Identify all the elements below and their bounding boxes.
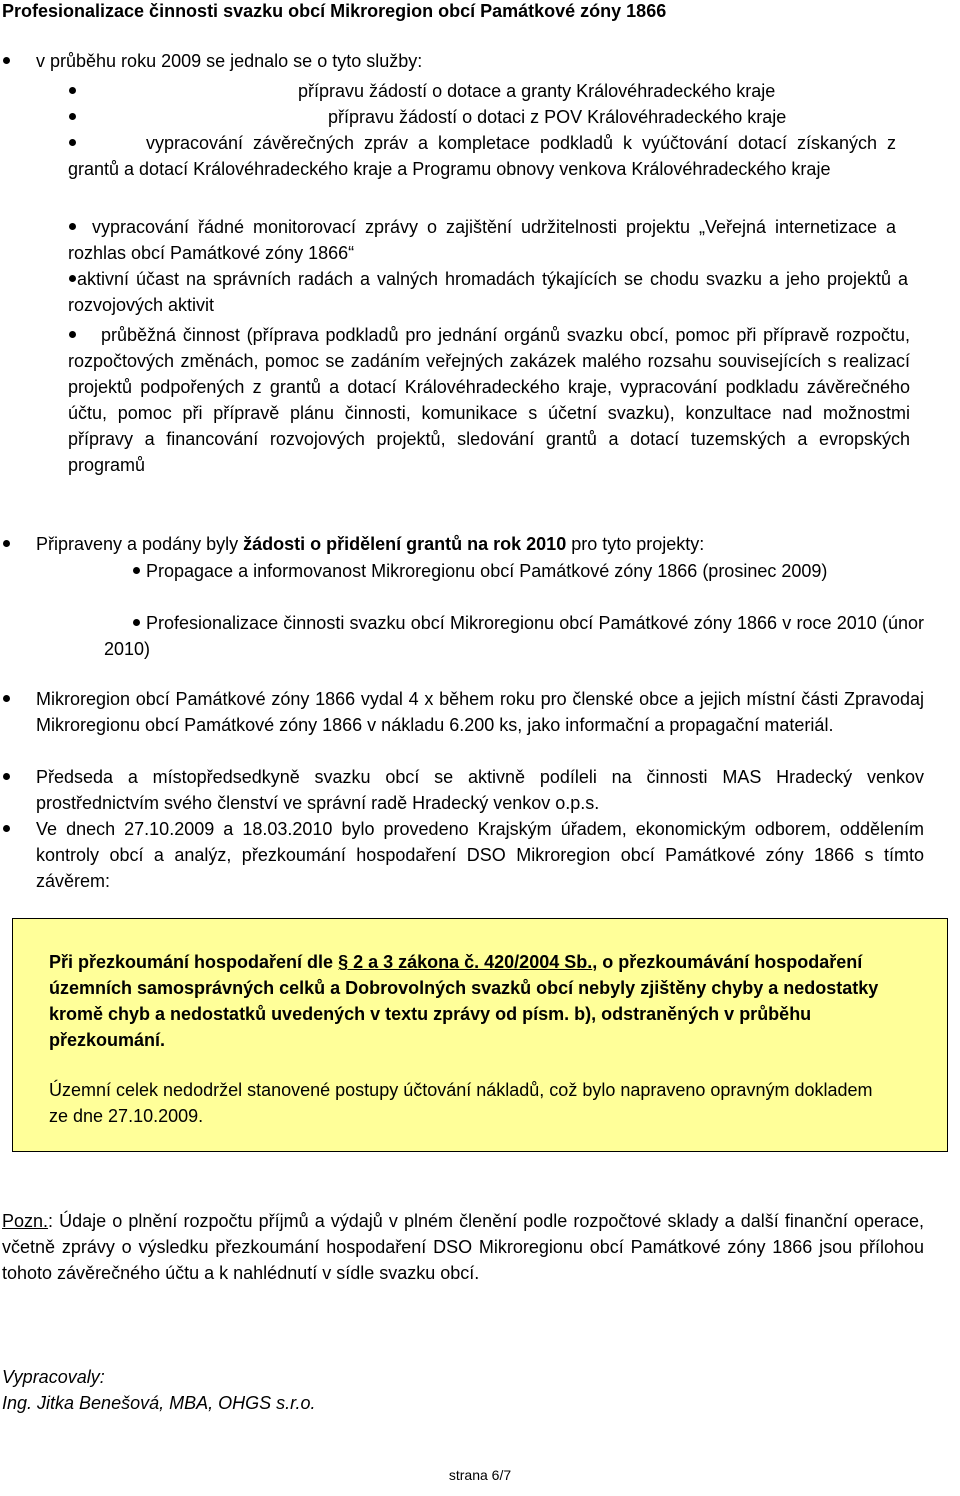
service-item: přípravu žádostí o dotace a granty Královéhradeckého kraje	[298, 81, 776, 101]
service-item: vypracování závěrečných zpráv a kompletace podkladů k vyúčtování dotací získaných z grantů a dotací Královéhradeckého kraje a Programu obnovy venkova Královéhradeckého kraje	[68, 133, 896, 179]
conclusion-box	[12, 918, 948, 1152]
conclusion-bold: Při přezkoumání hospodaření dle § 2 a 3 zákona č. 420/2004 Sb., o přezkoumávání hospodaření územních samosprávných celků a Dobrovolných svazků obcí nebyly zjištěny chyby a nedostatky kromě chyb a nedostatků uvedených v textu zprávy od písm. b), odstraněných v průběhu přezkoumání.	[49, 952, 879, 1050]
news-item: Mikroregion obcí Památkové zóny 1866 vydal 4 x během roku pro členské obce a jejich místní části Zpravodaj Mikroregionu obcí Památkové zóny 1866 v nákladu 6.200 ks, jako informační a propagační materiál.	[36, 689, 924, 735]
news-item: Ve dnech 27.10.2009 a 18.03.2010 bylo provedeno Krajským úřadem, ekonomickým odborem, oddělením kontroly obcí a analýz, přezkoumání hospodaření DSO Mikroregion obcí Památkové zóny 1866 s tímto závěrem:	[36, 819, 924, 891]
service-item: průběžná činnost (příprava podkladů pro jednání orgánů svazku obcí, pomoc při přípravě rozpočtu, rozpočtových změnách, pomoc se zadáním veřejných zakázek malého rozsahu souvisejících s realizací projektů podpořených z grantů a dotací Královéhradeckého kraje, vypracování podkladu závěrečného účtu, pomoc při přípravě plánu činnosti, komunikace s účetní svazku), konzultace nad možnostmi přípravy a financování rozvojových projektů, sledování grantů a dotací tuzemských a evropských programů	[68, 325, 910, 475]
grant-item: Propagace a informovanost Mikroregionu obcí Památkové zóny 1866 (prosinec 2009)	[146, 561, 828, 581]
grant-item: Profesionalizace činnosti svazku obcí Mikroregionu obcí Památkové zóny 1866 v roce 2010 (únor 2010)	[104, 613, 924, 659]
prepared-name: Ing. Jitka Benešová, MBA, OHGS s.r.o.	[2, 1393, 316, 1413]
page-title: Profesionalizace činnosti svazku obcí Mikroregion obcí Památkové zóny 1866	[2, 1, 667, 21]
news-item: Předseda a místopředsedkyně svazku obcí se aktivně podíleli na činnosti MAS Hradecký venkov prostřednictvím svého členství ve správní radě Hradecký venkov o.p.s.	[36, 767, 924, 813]
bullet	[69, 87, 76, 94]
services-intro: v průběhu roku 2009 se jednalo se o tyto služby:	[36, 51, 423, 71]
grants-heading: Připraveny a podány byly žádosti o přidělení grantů na rok 2010 pro tyto projekty:	[36, 534, 705, 554]
bullet	[3, 57, 10, 64]
prepared-label: Vypracovaly:	[2, 1367, 105, 1387]
bullet	[3, 540, 10, 547]
note: Pozn.: Údaje o plnění rozpočtu příjmů a výdajů v plném členění podle rozpočtové sklady a další finanční operace, včetně zprávy o výsledku přezkoumání hospodaření DSO Mikroregionu obcí Památkové zóny 1866 jsou přílohou tohoto závěrečného účtu a k nahlédnutí v sídle svazku obcí.	[2, 1211, 924, 1283]
bullet	[3, 695, 10, 702]
page-number: strana 6/7	[448, 1467, 512, 1483]
service-item: aktivní účast na správních radách a valných hromadách týkajících se chodu svazku a jeho projektů a rozvojových aktivit	[68, 269, 908, 315]
service-item: vypracování řádné monitorovací zprávy o zajištění udržitelnosti projektu „Veřejná internetizace a rozhlas obcí Památkové zóny 1866“	[68, 217, 896, 263]
bullet	[3, 825, 10, 832]
bullet	[3, 773, 10, 780]
bullet	[69, 113, 76, 120]
service-item: přípravu žádostí o dotaci z POV Královéhradeckého kraje	[328, 107, 787, 127]
conclusion-normal: Územní celek nedodržel stanovené postupy účtování nákladů, což bylo napraveno opravným dokladem ze dne 27.10.2009.	[49, 1080, 873, 1126]
